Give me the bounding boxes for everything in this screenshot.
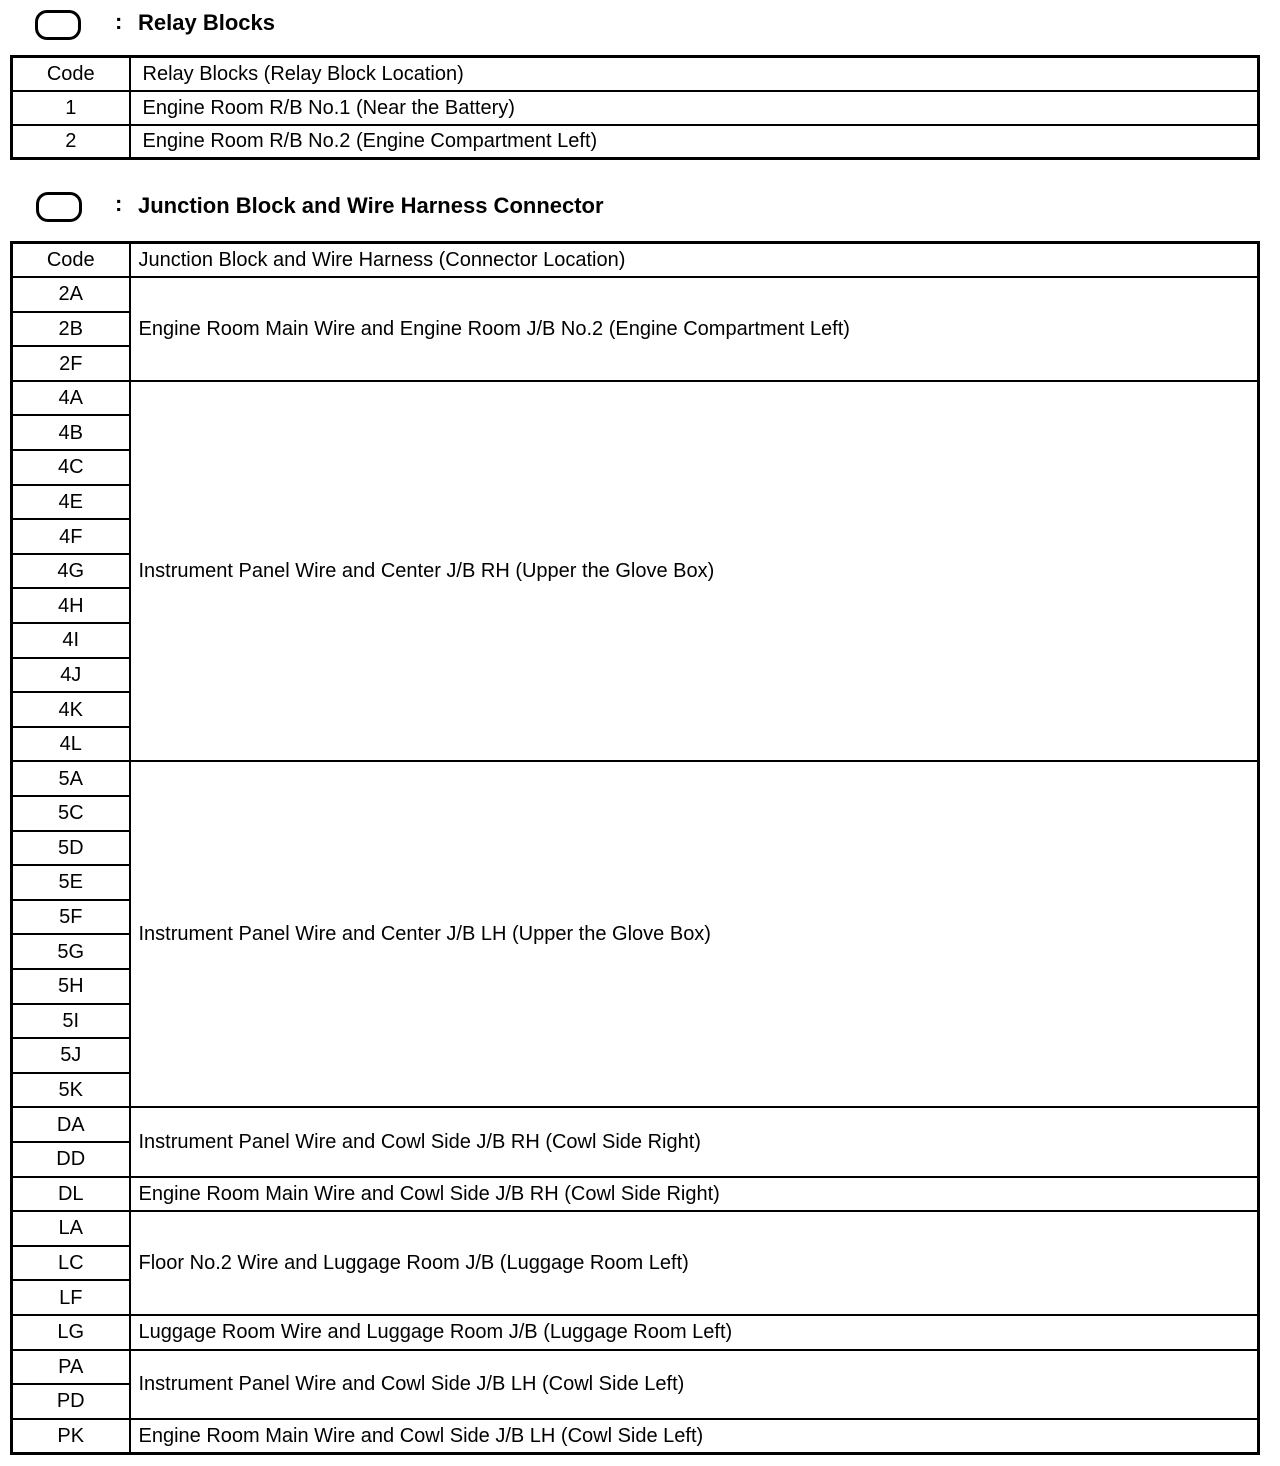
relay-table-body	[12, 57, 1259, 159]
code-cell: 4A	[12, 381, 130, 416]
table-header-row	[12, 243, 1259, 278]
location-cell: Engine Room R/B No.1 (Near the Battery)	[130, 91, 1259, 125]
rounded-rect-icon	[35, 10, 81, 40]
table-row	[12, 381, 1259, 416]
code-cell: 4K	[12, 692, 130, 727]
code-cell: LG	[12, 1315, 130, 1350]
code-cell: 4L	[12, 727, 130, 762]
code-cell: 5D	[12, 831, 130, 866]
code-cell: 1	[12, 91, 130, 125]
table-row	[12, 1419, 1259, 1454]
code-cell: 4G	[12, 554, 130, 589]
location-header: Junction Block and Wire Harness (Connector Location)	[130, 243, 1259, 278]
code-cell: 4C	[12, 450, 130, 485]
location-cell: Instrument Panel Wire and Center J/B LH (Upper the Glove Box)	[130, 761, 1259, 1107]
table-row	[12, 1107, 1259, 1142]
code-cell: 5H	[12, 969, 130, 1004]
section-colon: :	[115, 9, 123, 34]
code-cell: 5G	[12, 934, 130, 969]
code-cell: LC	[12, 1246, 130, 1281]
code-cell: 2A	[12, 277, 130, 312]
code-cell: DL	[12, 1177, 130, 1212]
location-cell: Instrument Panel Wire and Center J/B RH (Upper the Glove Box)	[130, 381, 1259, 762]
code-cell: 4B	[12, 415, 130, 450]
code-cell: PK	[12, 1419, 130, 1454]
code-cell: 2B	[12, 312, 130, 347]
location-cell: Floor No.2 Wire and Luggage Room J/B (Luggage Room Left)	[130, 1211, 1259, 1315]
code-cell: 5F	[12, 900, 130, 935]
table-row	[12, 277, 1259, 312]
section-colon: :	[115, 191, 123, 216]
code-header: Code	[12, 243, 130, 278]
code-cell: 5K	[12, 1073, 130, 1108]
section-title: Junction Block and Wire Harness Connector	[138, 193, 604, 218]
code-cell: 4E	[12, 485, 130, 520]
code-cell: 5C	[12, 796, 130, 831]
code-cell: 4J	[12, 658, 130, 693]
location-cell: Engine Room Main Wire and Cowl Side J/B LH (Cowl Side Left)	[130, 1419, 1259, 1454]
code-cell: 2F	[12, 346, 130, 381]
table-row	[12, 1315, 1259, 1350]
junction-table-body	[12, 243, 1259, 1454]
rounded-rect-icon	[36, 192, 82, 222]
location-cell: Instrument Panel Wire and Cowl Side J/B RH (Cowl Side Right)	[130, 1107, 1259, 1176]
code-header: Code	[12, 57, 130, 91]
section-title: Relay Blocks	[138, 10, 275, 35]
code-cell: PA	[12, 1350, 130, 1385]
code-cell: 5A	[12, 761, 130, 796]
code-cell: 5I	[12, 1004, 130, 1039]
code-cell: LF	[12, 1280, 130, 1315]
table-row	[12, 1177, 1259, 1212]
code-cell: 4H	[12, 588, 130, 623]
location-cell: Engine Room Main Wire and Engine Room J/B No.2 (Engine Compartment Left)	[130, 277, 1259, 381]
code-cell: DA	[12, 1107, 130, 1142]
code-cell: DD	[12, 1142, 130, 1177]
code-cell: PD	[12, 1384, 130, 1419]
table-row	[12, 1211, 1259, 1246]
code-cell: 4F	[12, 519, 130, 554]
code-cell: 2	[12, 125, 130, 159]
location-cell: Engine Room Main Wire and Cowl Side J/B RH (Cowl Side Right)	[130, 1177, 1259, 1212]
location-cell: Instrument Panel Wire and Cowl Side J/B LH (Cowl Side Left)	[130, 1350, 1259, 1419]
code-cell: 4I	[12, 623, 130, 658]
junction-block-table	[10, 241, 1260, 1455]
code-cell: LA	[12, 1211, 130, 1246]
code-cell: 5E	[12, 865, 130, 900]
table-row	[12, 125, 1259, 159]
table-header-row	[12, 57, 1259, 91]
relay-blocks-table	[10, 55, 1260, 160]
location-cell: Luggage Room Wire and Luggage Room J/B (Luggage Room Left)	[130, 1315, 1259, 1350]
code-cell: 5J	[12, 1038, 130, 1073]
table-row	[12, 761, 1259, 796]
location-cell: Engine Room R/B No.2 (Engine Compartment Left)	[130, 125, 1259, 159]
table-row	[12, 91, 1259, 125]
location-header: Relay Blocks (Relay Block Location)	[130, 57, 1259, 91]
table-row	[12, 1350, 1259, 1385]
